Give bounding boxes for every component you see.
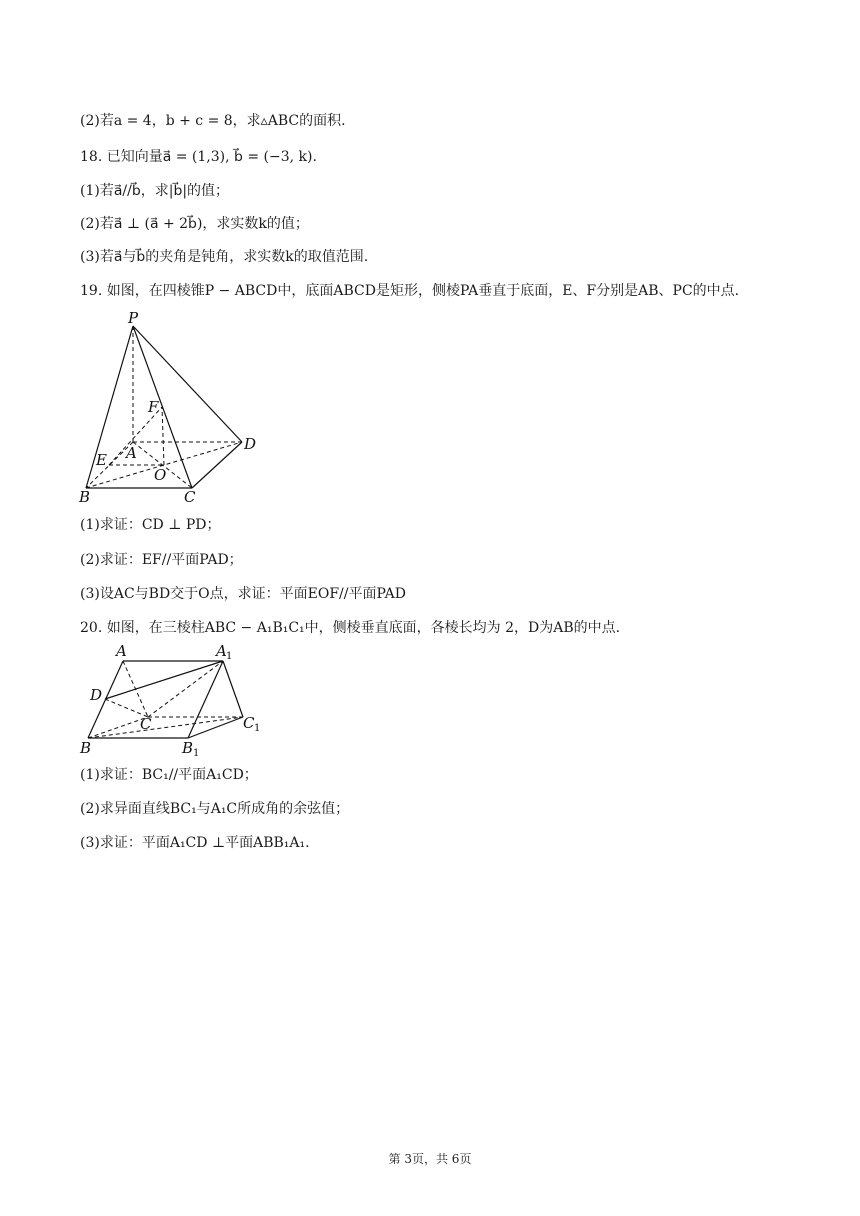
q19-part3: (3)设AC与BD交于O点，求证：平面EOF//平面PAD <box>80 586 406 602</box>
q20-part3: (3)求证：平面A₁CD ⊥平面ABB₁A₁. <box>80 835 310 851</box>
segment-BC1 <box>88 717 243 738</box>
edge-BC <box>88 717 148 738</box>
label-P: P <box>128 312 139 327</box>
edge-A1C1 <box>223 661 243 717</box>
q20-stem: 20. 如图，在三棱柱ABC − A₁B₁C₁中，侧棱垂直底面，各棱长均为 2，D为AB的中点. <box>80 620 621 636</box>
q18-stem: 18. 已知向量a⃗ = (1,3), b⃗ = (−3, k). <box>80 149 317 165</box>
q19-part1: (1)求证：CD ⊥ PD； <box>80 517 221 533</box>
segment-OF <box>162 407 164 465</box>
pyramid-figure <box>76 312 266 504</box>
edge-PB <box>86 326 133 488</box>
q19-part2: (2)求证：EF//平面PAD； <box>80 552 243 568</box>
label-F: F <box>148 398 159 416</box>
label-D: D <box>90 686 103 704</box>
segment-CA1 <box>148 661 223 717</box>
q20-part2: (2)求异面直线BC₁与A₁C所成角的余弦值； <box>80 801 350 817</box>
page-footer: 第 3页，共 6页 <box>388 1152 472 1166</box>
label-B1-sub: 1 <box>193 748 200 759</box>
label-A: A <box>126 444 137 462</box>
label-A1: A <box>216 642 227 660</box>
q18-part2: (2)若a⃗ ⊥ (a⃗ + 2b⃗)，求实数k的值； <box>80 216 309 232</box>
label-A: A <box>116 642 127 660</box>
label-B: B <box>80 739 92 757</box>
q18-part1: (1)若a⃗//b⃗，求|b⃗|的值； <box>80 183 230 199</box>
label-D: D <box>244 435 257 453</box>
label-A1-sub: 1 <box>226 651 233 662</box>
q18-part3: (3)若a⃗与b⃗的夹角是钝角，求实数k的取值范围. <box>80 249 369 265</box>
q17-part2: (2)若a = 4，b + c = 8，求▵ABC的面积. <box>80 113 346 129</box>
label-E: E <box>96 451 107 469</box>
q19-stem: 19. 如图，在四棱锥P − ABCD中，底面ABCD是矩形，侧棱PA垂直于底面，E、F分别是AB、PC的中点. <box>80 283 740 299</box>
label-C1: C <box>243 714 255 732</box>
edge-PD <box>133 326 242 442</box>
label-B1: B <box>182 739 194 757</box>
label-C1-sub: 1 <box>254 723 261 734</box>
label-C: C <box>140 715 152 733</box>
prism-figure <box>78 640 268 760</box>
q20-part1: (1)求证：BC₁//平面A₁CD； <box>80 767 258 783</box>
label-C: C <box>184 488 196 504</box>
label-B: B <box>79 488 91 504</box>
segment-DA1 <box>105 661 223 699</box>
label-O: O <box>154 466 167 484</box>
